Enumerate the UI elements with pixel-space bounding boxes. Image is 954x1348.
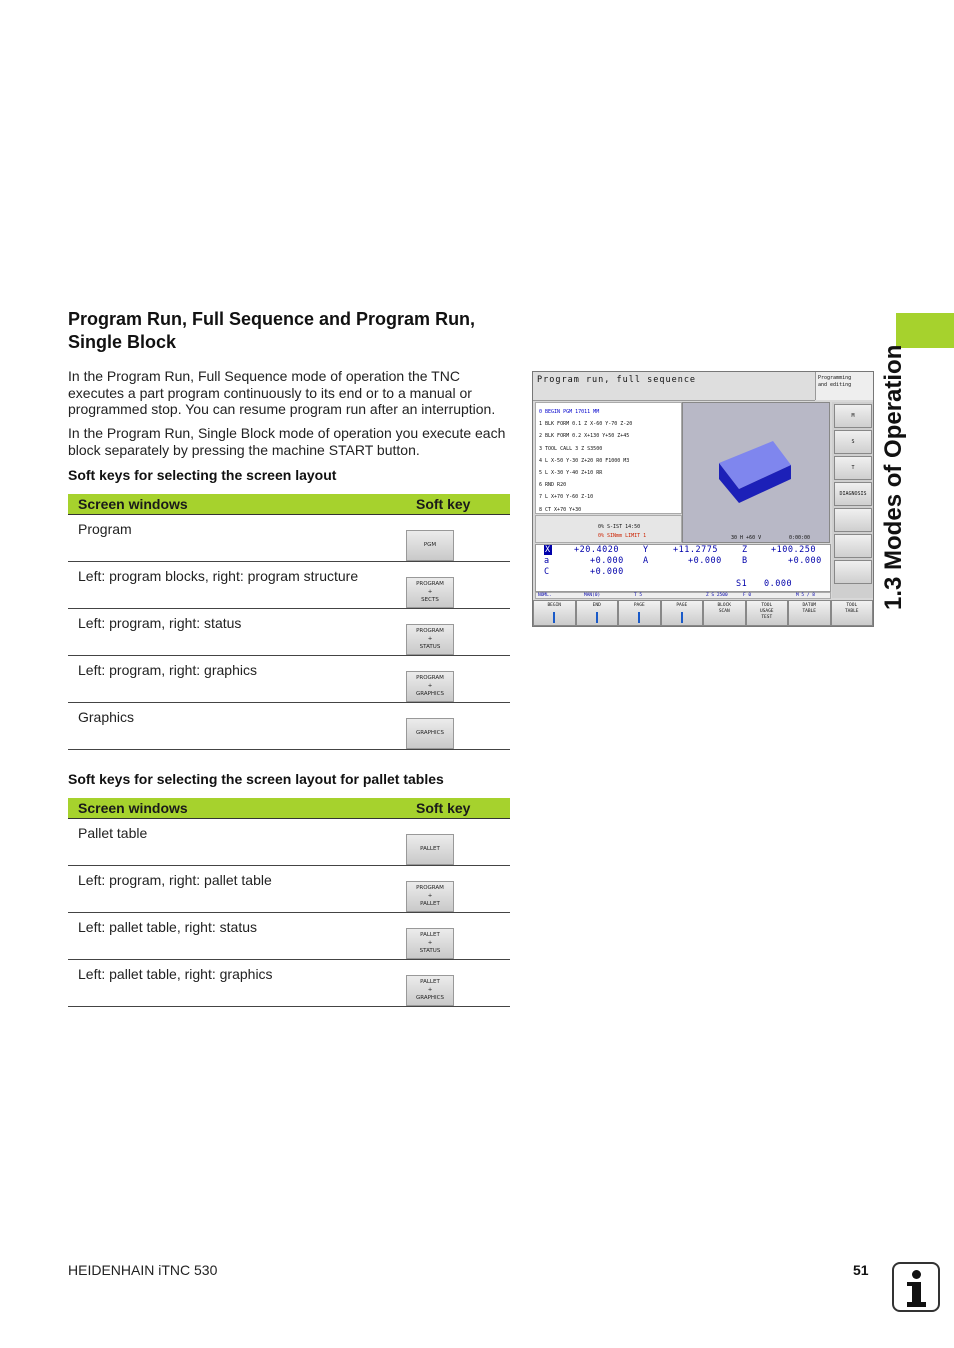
program-line: 7 L X+70 Y-60 Z-10 bbox=[539, 494, 594, 501]
soft-key-label: STATUS bbox=[419, 948, 441, 954]
tnc-softkey-label: BLOCK bbox=[717, 603, 732, 608]
program-line: 8 CT X+70 Y+30 bbox=[539, 506, 582, 513]
tnc-softkey-label: TEST bbox=[761, 615, 773, 620]
arrow-down-icon bbox=[596, 612, 598, 623]
pos-value: +0.000 bbox=[590, 556, 624, 566]
info-field: Z S 2500 bbox=[706, 593, 728, 598]
tnc-softkey-label: USAGE bbox=[759, 609, 774, 614]
soft-key-button[interactable] bbox=[406, 975, 454, 1006]
chapter-side-title-text: 1.3 Modes of Operation bbox=[880, 344, 907, 610]
soft-key-button[interactable] bbox=[406, 530, 454, 561]
soft-key-label: + bbox=[427, 893, 433, 899]
pos-value: +0.000 bbox=[590, 567, 624, 577]
table1-heading: Soft keys for selecting the screen layout bbox=[68, 467, 337, 483]
program-line: 5 L X-30 Y-40 Z+10 RR bbox=[539, 470, 603, 476]
intro-paragraph-full-sequence: In the Program Run, Full Sequence mode of operation the TNC executes a part program continuously to its end or to a manual or programmed stop. You can resume program run after an interruption. bbox=[68, 368, 496, 417]
tnc-softkey[interactable] bbox=[576, 600, 619, 626]
soft-key-label: STATUS bbox=[419, 644, 441, 650]
col-soft-key: Soft key bbox=[406, 494, 510, 515]
table-row bbox=[68, 703, 510, 750]
tnc-softkey[interactable] bbox=[618, 600, 661, 626]
soft-key-cell bbox=[406, 515, 510, 562]
tnc-softkey-label: PAGE bbox=[633, 603, 645, 608]
pos-value: +100.250 bbox=[771, 545, 816, 555]
soft-key-cell bbox=[406, 609, 510, 656]
soft-key-label: + bbox=[427, 940, 433, 946]
soft-key-button[interactable] bbox=[406, 624, 454, 655]
tnc-softkey-label: SCAN bbox=[718, 609, 730, 614]
pos-axis: Y bbox=[643, 545, 649, 555]
tnc-vertical-softkeys bbox=[832, 402, 873, 598]
soft-key-button[interactable] bbox=[406, 718, 454, 749]
program-line: 6 RND R20 bbox=[539, 482, 567, 489]
arrow-up-icon bbox=[638, 612, 640, 623]
info-field: F 0 bbox=[743, 593, 752, 598]
info-field: T 5 bbox=[634, 593, 643, 598]
screen-window-label: Left: program, right: pallet table bbox=[68, 866, 406, 913]
pos-value: +0.000 bbox=[688, 556, 722, 566]
tnc-program-window bbox=[535, 402, 682, 514]
col-screen-windows: Screen windows bbox=[68, 798, 406, 819]
program-line: 0 BEGIN PGM 17011 MM bbox=[539, 409, 600, 415]
col-soft-key: Soft key bbox=[406, 798, 510, 819]
soft-key-label: PROGRAM bbox=[416, 628, 444, 634]
tnc-vertical-softkey-empty[interactable] bbox=[834, 508, 872, 532]
tnc-vertical-softkey[interactable]: M bbox=[834, 404, 872, 428]
pos-value: 0.000 bbox=[764, 579, 793, 589]
pos-axis: B bbox=[742, 556, 748, 566]
screen-layout-table bbox=[68, 494, 510, 750]
screen-layout-table-body bbox=[68, 515, 510, 750]
pos-value: +20.4020 bbox=[574, 545, 619, 555]
soft-key-button[interactable] bbox=[406, 577, 454, 608]
tnc-softkey-label: PAGE bbox=[676, 603, 688, 608]
tnc-second-mode bbox=[815, 372, 873, 400]
intro-paragraph-single-block: In the Program Run, Single Block mode of operation you execute each block separately by pressing the machine START button. bbox=[68, 425, 506, 458]
soft-key-cell bbox=[406, 866, 510, 913]
soft-key-cell bbox=[406, 913, 510, 960]
tnc-vertical-softkey[interactable]: T bbox=[834, 456, 872, 480]
soft-key-label: PROGRAM bbox=[416, 581, 444, 587]
tnc-softkey[interactable] bbox=[703, 600, 746, 626]
soft-key-cell bbox=[406, 656, 510, 703]
arrow-down-icon bbox=[681, 612, 683, 623]
screen-window-label: Pallet table bbox=[68, 819, 406, 866]
tnc-softkey[interactable] bbox=[746, 600, 789, 626]
screen-window-label: Left: pallet table, right: status bbox=[68, 913, 406, 960]
tnc-softkey-row bbox=[533, 600, 873, 626]
soft-key-cell bbox=[406, 819, 510, 866]
soft-key-label: + bbox=[427, 636, 433, 642]
section-title: Program Run, Full Sequence and Program Run, Single Block bbox=[68, 309, 476, 352]
pos-axis: a bbox=[544, 556, 550, 566]
screen-window-label: Graphics bbox=[68, 703, 406, 750]
soft-key-label: PALLET bbox=[420, 932, 440, 938]
pos-axis: C bbox=[544, 567, 550, 577]
soft-key-label: GRAPHICS bbox=[415, 730, 445, 736]
soft-key-label: GRAPHICS bbox=[415, 995, 445, 1001]
tnc-vertical-softkey-empty[interactable] bbox=[834, 560, 872, 584]
tnc-vertical-softkey[interactable]: DIAGNOSIS bbox=[834, 482, 872, 506]
tnc-position-display bbox=[535, 544, 831, 592]
pallet-layout-table-body bbox=[68, 819, 510, 1007]
table-row bbox=[68, 656, 510, 703]
workpiece-block-graphic bbox=[683, 403, 829, 542]
soft-key-cell bbox=[406, 960, 510, 1007]
program-line: 2 BLK FORM 0.2 X+130 Y+50 Z+45 bbox=[539, 433, 630, 440]
program-line: 3 TOOL CALL 3 Z S3500 bbox=[539, 445, 603, 452]
tnc-screen bbox=[532, 371, 874, 627]
info-icon bbox=[892, 1262, 940, 1312]
soft-key-label: PROGRAM bbox=[416, 675, 444, 681]
soft-key-label: SECTS bbox=[421, 597, 439, 603]
graph-status-time: 0:00:00 bbox=[789, 535, 811, 541]
tnc-softkey-label: TOOL bbox=[846, 603, 858, 608]
table-row bbox=[68, 609, 510, 656]
tnc-status-window bbox=[535, 515, 682, 543]
table2-heading: Soft keys for selecting the screen layout for pallet tables bbox=[68, 771, 444, 787]
tnc-softkey-label: END bbox=[592, 603, 601, 608]
soft-key-cell bbox=[406, 703, 510, 750]
info-field: M 5 / 8 bbox=[796, 593, 815, 598]
program-line: 1 BLK FORM 0.1 Z X-60 Y-70 Z-20 bbox=[539, 421, 633, 428]
tnc-softkey-label: TABLE bbox=[802, 609, 817, 614]
screen-window-label: Program bbox=[68, 515, 406, 562]
table-row bbox=[68, 866, 510, 913]
graph-status-scale: 30 H +60 V bbox=[731, 535, 762, 541]
tnc-second-mode-line: Programming bbox=[818, 375, 852, 381]
soft-key-label: GRAPHICS bbox=[415, 691, 445, 697]
screen-window-label: Left: program blocks, right: program structure bbox=[68, 562, 406, 609]
tnc-softkey[interactable] bbox=[831, 600, 874, 626]
soft-key-label: + bbox=[427, 987, 433, 993]
pos-value: +11.2775 bbox=[673, 545, 718, 555]
soft-key-button[interactable] bbox=[406, 928, 454, 959]
pos-axis: X bbox=[545, 545, 551, 555]
arrow-up-icon bbox=[553, 612, 555, 623]
soft-key-cell bbox=[406, 562, 510, 609]
pos-axis: A bbox=[643, 556, 649, 566]
tnc-status-line: 0% S-IST 14:50 bbox=[598, 524, 641, 530]
table-row bbox=[68, 913, 510, 960]
tnc-softkey-label: TABLE bbox=[844, 609, 859, 614]
tnc-second-mode-line: and editing bbox=[818, 382, 852, 388]
tnc-softkey[interactable] bbox=[533, 600, 576, 626]
info-field: NOML. bbox=[538, 593, 552, 598]
soft-key-button[interactable] bbox=[406, 671, 454, 702]
tnc-softkey[interactable] bbox=[788, 600, 831, 626]
table-row bbox=[68, 515, 510, 562]
pallet-layout-table bbox=[68, 798, 510, 1007]
soft-key-label: + bbox=[427, 589, 433, 595]
pos-axis: Z bbox=[742, 545, 748, 555]
soft-key-label: PALLET bbox=[420, 901, 440, 907]
tnc-status-line: 0% SINmm LIMIT 1 bbox=[598, 533, 647, 539]
tnc-softkey[interactable] bbox=[661, 600, 704, 626]
tnc-vertical-softkey-empty[interactable] bbox=[834, 534, 872, 558]
tnc-softkey-label: BEGIN bbox=[547, 603, 562, 608]
pos-value: +0.000 bbox=[788, 556, 822, 566]
table-row bbox=[68, 819, 510, 866]
soft-key-label: PROGRAM bbox=[416, 885, 444, 891]
tnc-info-line bbox=[535, 592, 831, 599]
screen-window-label: Left: program, right: graphics bbox=[68, 656, 406, 703]
soft-key-label: PALLET bbox=[420, 846, 440, 852]
soft-key-button[interactable] bbox=[406, 834, 454, 865]
info-field: MAN(0) bbox=[584, 593, 601, 598]
tnc-header bbox=[533, 372, 815, 401]
table-header-row bbox=[68, 494, 510, 515]
tnc-mode-title: Program run, full sequence bbox=[537, 375, 697, 385]
page-number: 51 bbox=[853, 1262, 869, 1278]
program-line: 4 L X-50 Y-30 Z+20 R0 F1000 M3 bbox=[539, 457, 630, 464]
table-row bbox=[68, 562, 510, 609]
tnc-softkey-label: DATUM bbox=[802, 603, 817, 608]
pos-axis: S1 bbox=[736, 579, 748, 589]
table-header-row bbox=[68, 798, 510, 819]
tnc-graphics-window bbox=[682, 402, 830, 543]
screen-window-label: Left: pallet table, right: graphics bbox=[68, 960, 406, 1007]
soft-key-label: PGM bbox=[423, 542, 437, 548]
footer-product: HEIDENHAIN iTNC 530 bbox=[68, 1262, 218, 1278]
soft-key-label: PALLET bbox=[420, 979, 440, 985]
tnc-softkey-label: TOOL bbox=[761, 603, 773, 608]
soft-key-button[interactable] bbox=[406, 881, 454, 912]
table-row bbox=[68, 960, 510, 1007]
screen-window-label: Left: program, right: status bbox=[68, 609, 406, 656]
soft-key-label: + bbox=[427, 683, 433, 689]
tnc-vertical-softkey[interactable]: S bbox=[834, 430, 872, 454]
col-screen-windows: Screen windows bbox=[68, 494, 406, 515]
